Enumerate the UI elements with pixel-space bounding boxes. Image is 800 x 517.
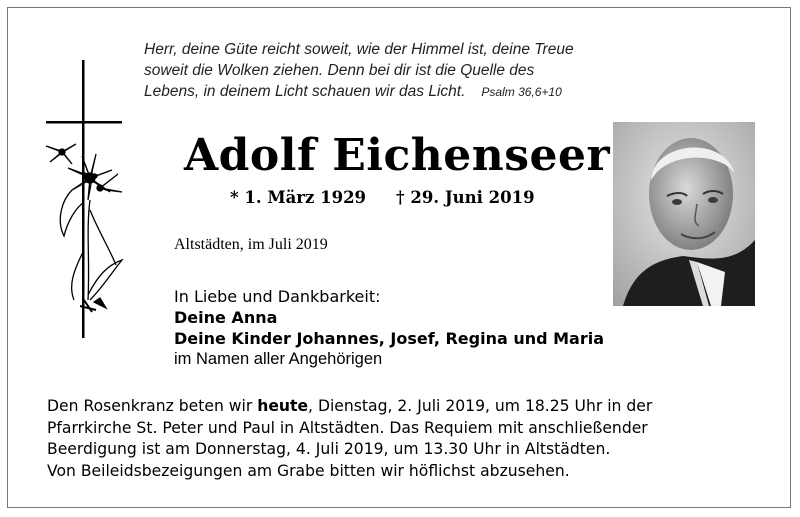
- family-intro: In Liebe und Dankbarkeit:: [174, 287, 381, 306]
- birth-date: * 1. März 1929: [230, 188, 367, 207]
- notice-line-1-a: Den Rosenkranz beten wir: [47, 397, 258, 415]
- deceased-name: Adolf Eichenseer: [184, 130, 611, 181]
- notice-line-1-b: , Dienstag, 2. Juli 2019, um 18.25 Uhr in der: [308, 397, 653, 415]
- cross-edelweiss-icon: [38, 60, 134, 340]
- death-date: † 29. Juni 2019: [396, 188, 535, 207]
- life-dates: [230, 188, 565, 207]
- notice-line-1: [47, 396, 767, 418]
- psalm-line-2: soweit die Wolken ziehen. Denn bei dir ist die Quelle des: [144, 62, 535, 79]
- notice-line-3: Beerdigung ist am Donnerstag, 4. Juli 2019, um 13.30 Uhr in Altstädten.: [47, 440, 611, 458]
- place-and-date: Altstädten, im Juli 2019: [174, 236, 328, 253]
- notice-line-2: Pfarrkirche St. Peter und Paul in Altstädten. Das Requiem mit anschließender: [47, 418, 648, 437]
- family-line-wife: Deine Anna: [174, 308, 278, 327]
- psalm-reference: Psalm 36,6+10: [481, 85, 562, 99]
- psalm-quote: [144, 39, 664, 103]
- cross-icon: [46, 60, 122, 338]
- notice-today: heute: [257, 397, 309, 415]
- obituary-notice: [7, 7, 791, 508]
- psalm-line-3-row: [144, 81, 664, 103]
- psalm-line-3: Lebens, in deinem Licht schauen wir das Licht.: [144, 83, 466, 100]
- family-line-children: Deine Kinder Johannes, Josef, Regina und Maria: [174, 329, 605, 348]
- service-notice: [47, 396, 767, 482]
- portrait-image: [613, 122, 755, 306]
- psalm-line-1: Herr, deine Güte reicht soweit, wie der Himmel ist, deine Treue: [144, 41, 574, 58]
- family-line-relatives: im Namen aller Angehörigen: [174, 350, 383, 368]
- family-signature: [174, 286, 604, 370]
- portrait-photo: [613, 122, 755, 306]
- notice-line-4: Von Beileidsbezeigungen am Grabe bitten wir höflichst abzusehen.: [47, 461, 570, 480]
